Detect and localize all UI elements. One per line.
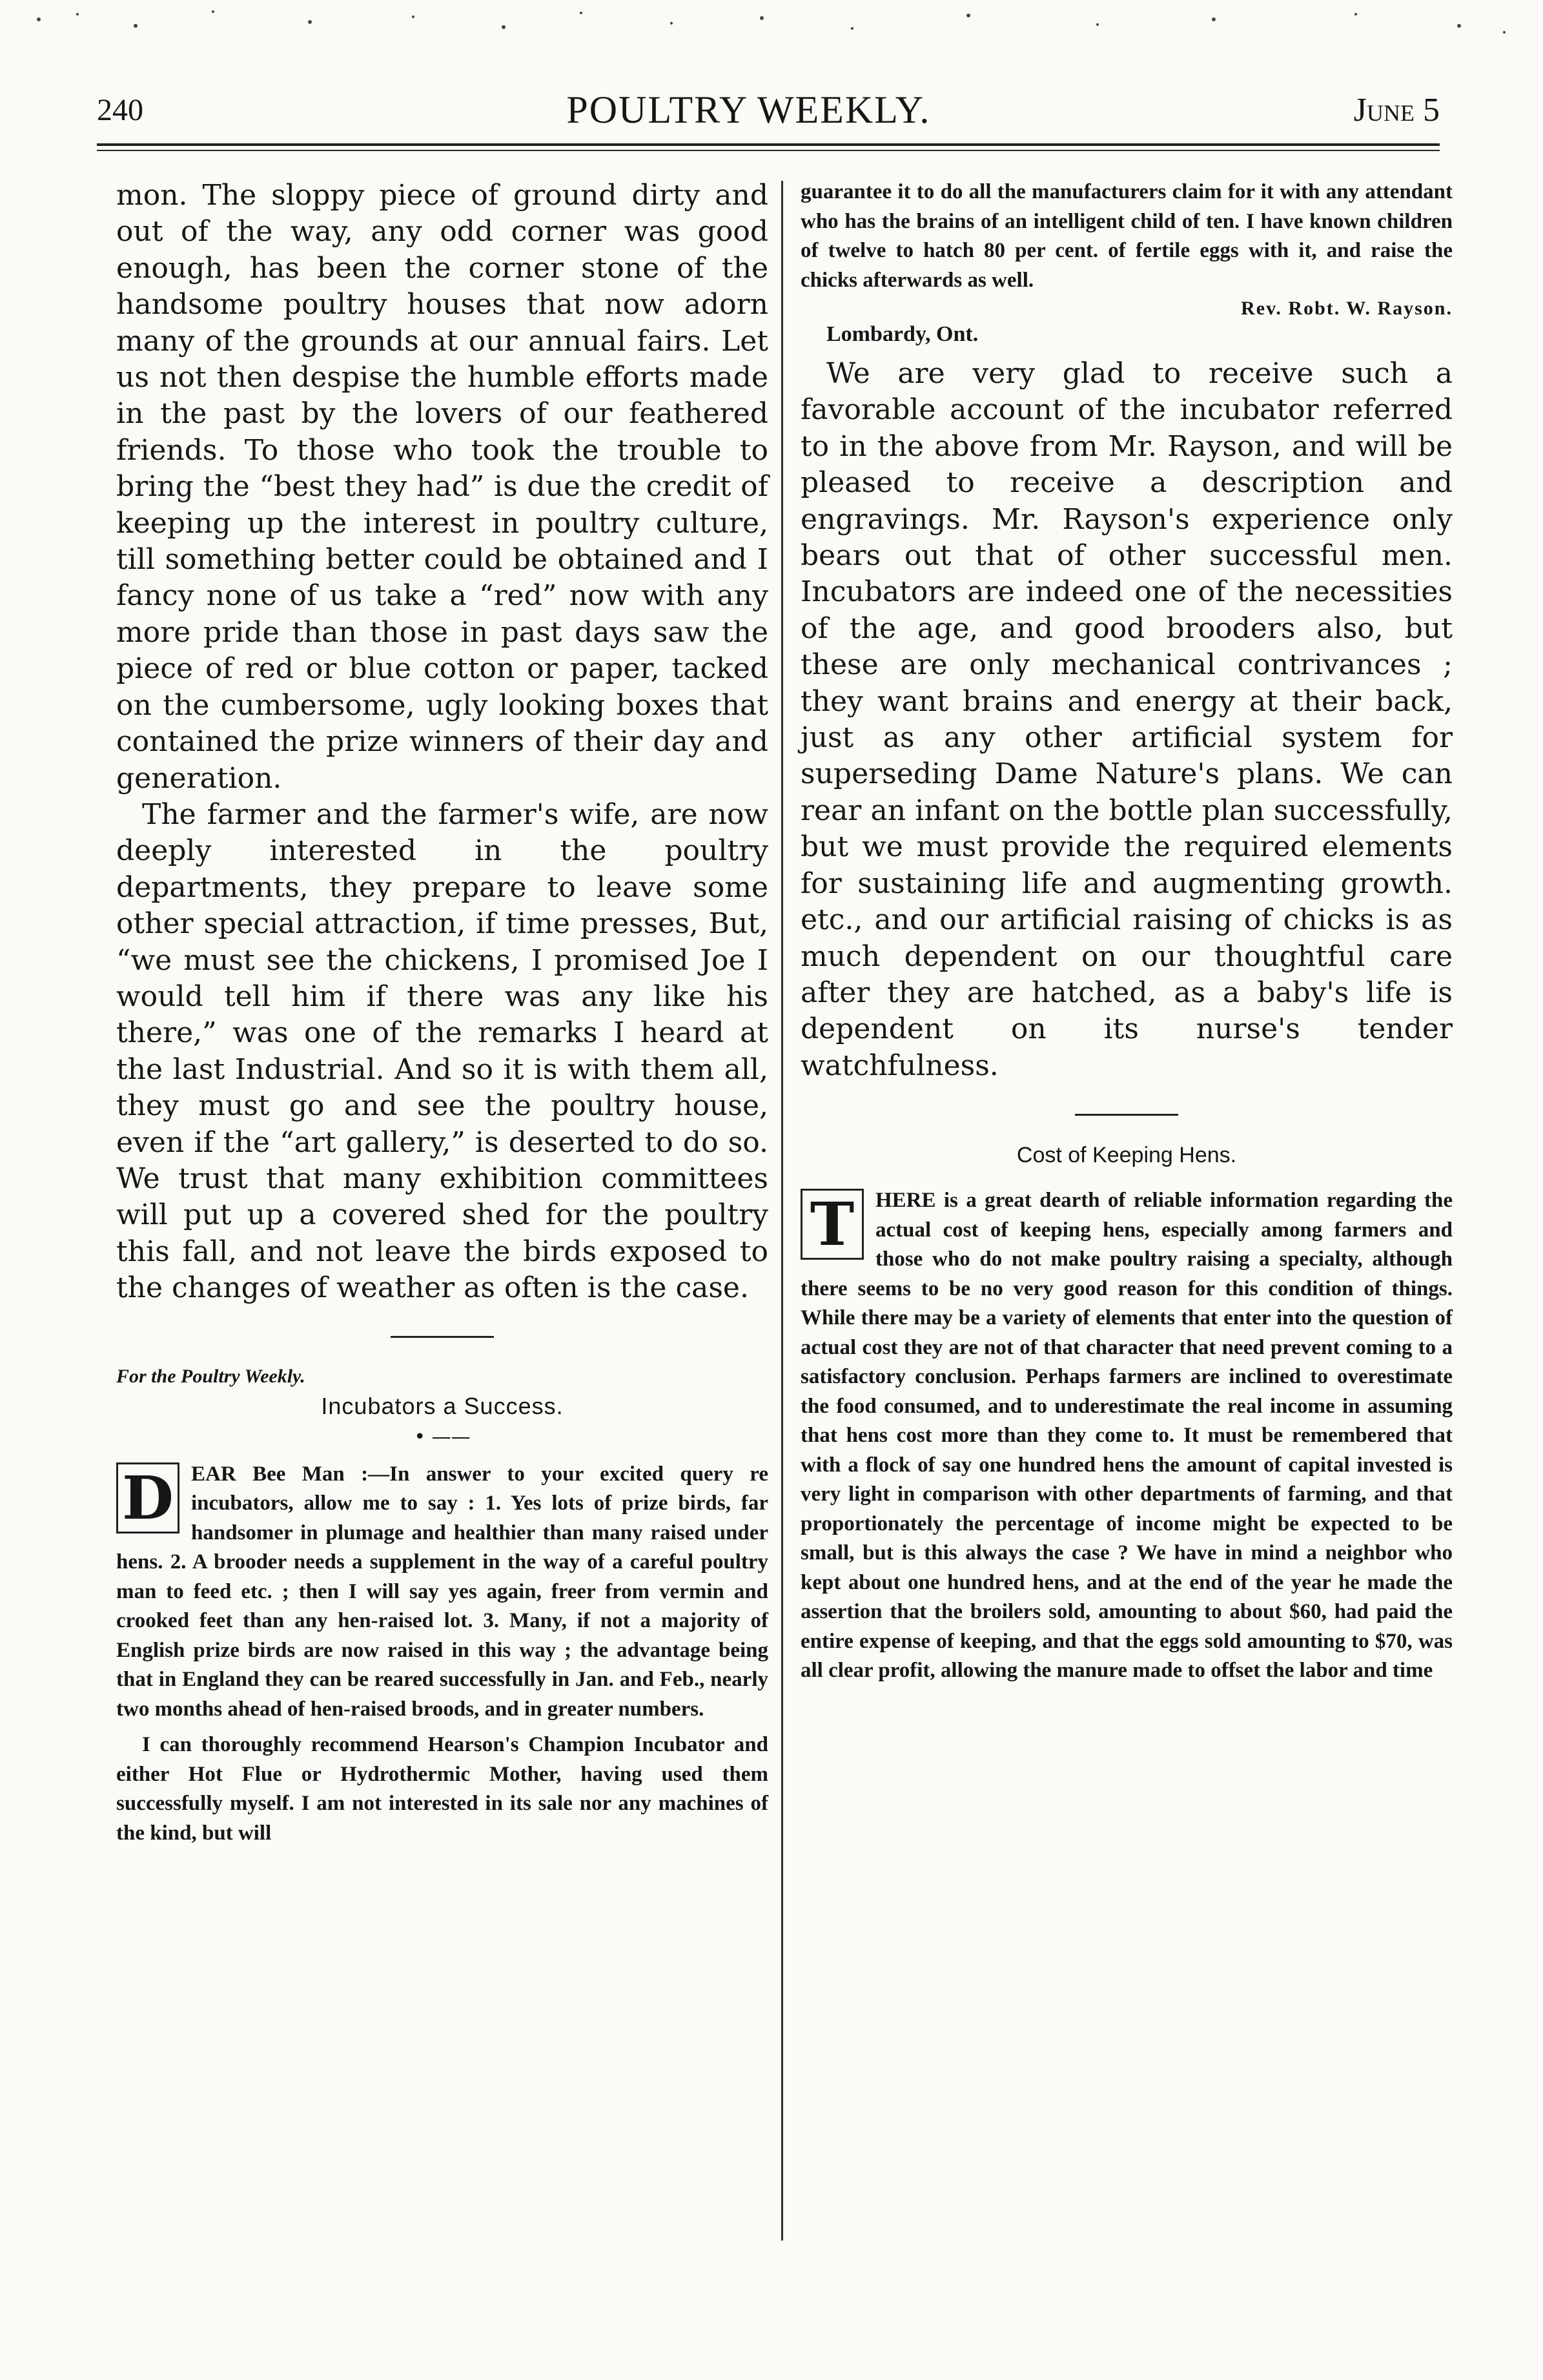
right-column	[801, 178, 1453, 1686]
column-divider	[781, 181, 783, 2241]
signature: Rev. Robt. W. Rayson.	[1241, 298, 1453, 319]
letter-paragraph: EAR Bee Man :—In answer to your excited query re incubators, allow me to say : 1. Yes lots of prize birds, far handsomer in plumage and healthier than many raised under hens. 2. A brooder needs a supplement in the way of a careful poultry man to feed etc. ; then I will say yes again, freer from vermin and crooked feet than any hen-raised lot. 3. Many, if not a majority of English prize birds are now raised in this way ; the advantage being that in England they can be reared successfully in Jan. and Feb., nearly two months ahead of hen-raised broods, and in greater numbers.	[116, 1462, 768, 1721]
header-rule-thin	[97, 150, 1440, 151]
section-ornament	[116, 1325, 768, 1348]
header-rule	[97, 143, 1440, 146]
issue-date: June 5	[1353, 91, 1440, 128]
left-column	[116, 178, 768, 1848]
section-ornament	[801, 1102, 1453, 1125]
title-separator: • ——	[414, 1425, 471, 1448]
page-number: 240	[97, 92, 143, 127]
letter-paragraph: guarantee it to do all the manufacturers claim for it with any attendant who has the brains of an intelligent child of ten. I have known children of twelve to hatch 80 per cent. of fertile eggs with it, and raise the chicks afterwards as well.	[801, 180, 1453, 292]
location: Lombardy, Ont.	[826, 322, 979, 346]
masthead: POULTRY WEEKLY.	[566, 88, 931, 131]
scan-noise	[0, 0, 1543, 52]
article-paragraph: HERE is a great dearth of reliable information regarding the actual cost of keeping hens, especially among farmers and those who do not make poultry raising a specialty, although there seems to be no very good reason for this condition of things. While there may be a variety of elements that enter into the question of actual cost they are not of that character that need prevent coming to a satisfactory conclusion. Perhaps farmers are inclined to overestimate the food consumed, and to underestimate the real income in assuming that hens cost more than they come to. It must be remembered that with a flock of say one hundred hens the amount of capital invested is very light in comparison with other departments of farming, and that proportionately the percentage of income might be expected to be small, but is this always the case ? We have in mind a neighbor who kept about one hundred hens, and at the end of the year he made the assertion that the broilers sold, amounting to about $60, had paid the entire expense of keeping, and that the eggs sold amounting to $70, was all clear profit, allowing the manure made to offset the labor and time	[801, 1189, 1453, 1683]
article-title: Cost of Keeping Hens.	[1016, 1143, 1237, 1168]
editor-response: We are very glad to receive such a favorable account of the incubator referred to in the above from Mr. Rayson, and will be pleased to receive a description and engravings. Mr. Rayson's experience only bears out that of other successful men. Incubators are indeed one of the necessities of the age, and good brooders also, but these are only mechanical contrivances ; they want brains and energy at their back, just as any other artificial system for superseding Dame Nature's plans. We can rear an infant on the bottle plan successfully, but we must provide the required elements for sustaining life and augmenting growth. etc., and our artificial raising of chicks is as much dependent on our thoughtful care after they are hatched, as a baby's life is dependent on its nurse's tender watchfulness.	[801, 357, 1453, 1082]
page-header	[97, 84, 1440, 136]
letter-paragraph: I can thoroughly recommend Hearson's Champion Incubator and either Hot Flue or Hydrothermic Mother, having used them successfully myself. I am not interested in its sale nor any machines of the kind, but will	[116, 1733, 768, 1845]
drop-cap: T	[801, 1189, 864, 1260]
paragraph: mon. The sloppy piece of ground dirty and out of the way, any odd corner was good enough, has been the corner stone of the handsome poultry houses that now adorn many of the grounds at our annual fairs. Let us not then despise the humble efforts made in the past by the lovers of our feathered friends. To those who took the trouble to bring the “best they had” is due the credit of keeping up the interest in poultry culture, till something better could be obtained and I fancy none of us take a “red” now with any more pride than those in past days saw the piece of red or blue cotton or paper, tacked on the cumbersome, ugly looking boxes that contained the prize winners of their day and generation.	[116, 179, 768, 795]
article-title: Incubators a Success.	[321, 1392, 564, 1419]
drop-cap: D	[116, 1462, 179, 1534]
paragraph: The farmer and the farmer's wife, are now deeply interested in the poultry departments, they prepare to leave some other special attraction, if time presses, But, “we must see the chickens, I promised Joe I would tell him if there was any like his there,” was one of the remarks I heard at the last Industrial. And so it is with them all, they must go and see the poultry house, even if the “art gallery,” is deserted to do so. We trust that many exhibition committees will put up a covered shed for the poultry this fall, and not leave the birds exposed to the changes of weather as often is the case.	[116, 797, 768, 1305]
article-credit: For the Poultry Weekly.	[116, 1365, 305, 1387]
